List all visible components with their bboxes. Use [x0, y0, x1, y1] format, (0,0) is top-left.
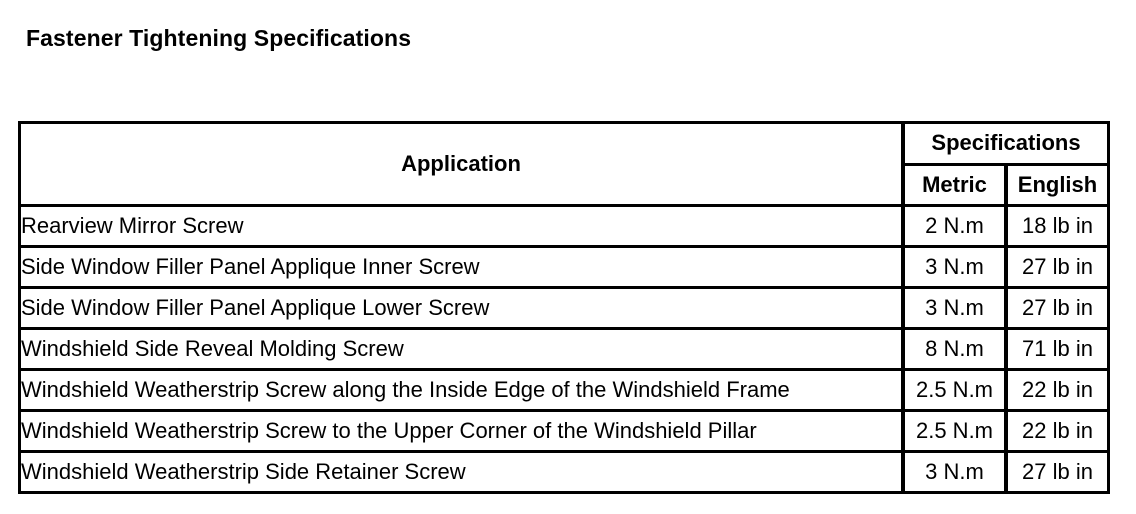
application-cell: Side Window Filler Panel Applique Lower Screw — [21, 286, 905, 327]
table-row — [21, 327, 1107, 368]
metric-cell: 2 N.m — [905, 204, 1008, 245]
table-row — [21, 368, 1107, 409]
column-header-specifications: Specifications — [905, 124, 1107, 166]
table-row — [21, 245, 1107, 286]
metric-cell: 3 N.m — [905, 245, 1008, 286]
english-cell: 27 lb in — [1008, 450, 1107, 491]
column-header-metric: Metric — [905, 166, 1008, 204]
metric-cell: 3 N.m — [905, 286, 1008, 327]
table-row — [21, 204, 1107, 245]
english-cell: 22 lb in — [1008, 409, 1107, 450]
table-row — [21, 409, 1107, 450]
application-cell: Rearview Mirror Screw — [21, 204, 905, 245]
table-body — [21, 204, 1107, 491]
fastener-spec-table — [18, 121, 1110, 494]
table-row — [21, 286, 1107, 327]
english-cell: 27 lb in — [1008, 245, 1107, 286]
application-cell: Windshield Weatherstrip Screw along the Inside Edge of the Windshield Frame — [21, 368, 905, 409]
english-cell: 71 lb in — [1008, 327, 1107, 368]
column-header-english: English — [1017, 171, 1098, 197]
table-header — [21, 124, 1107, 204]
english-cell: 22 lb in — [1008, 368, 1107, 409]
metric-cell: 2.5 N.m — [905, 368, 1008, 409]
metric-cell: 8 N.m — [905, 327, 1008, 368]
english-cell: 27 lb in — [1008, 286, 1107, 327]
application-cell: Windshield Side Reveal Molding Screw — [21, 327, 905, 368]
application-cell: Side Window Filler Panel Applique Inner Screw — [21, 245, 905, 286]
metric-cell: 2.5 N.m — [905, 409, 1008, 450]
english-cell: 18 lb in — [1008, 204, 1107, 245]
application-cell: Windshield Weatherstrip Side Retainer Screw — [21, 450, 905, 491]
application-cell: Windshield Weatherstrip Screw to the Upper Corner of the Windshield Pillar — [21, 409, 905, 450]
table-row — [21, 450, 1107, 491]
metric-cell: 3 N.m — [905, 450, 1008, 491]
page-title: Fastener Tightening Specifications — [26, 25, 412, 51]
column-header-application: Application — [21, 124, 905, 204]
